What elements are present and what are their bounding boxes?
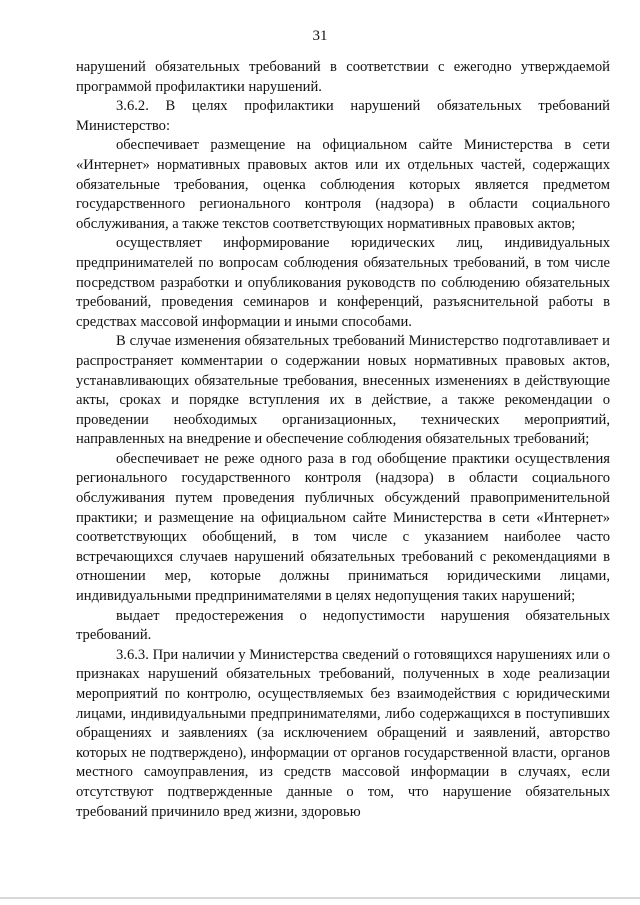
paragraph: осуществляет информирование юридических лиц, индивидуальных предпринимателей по вопросам соблюдения обязательных требований, в том числе посредством разработки и опубликования руководств по соблюдению обязательных требований, проведения семинаров и конференций, разъяснительной работы в средствах массовой информации и иными способами. <box>76 235 610 330</box>
paragraph: обеспечивает размещение на официальном сайте Министерства в сети «Интернет» нормативных правовых актов или их отдельных частей, содержащих обязательные требования, оценка соблюдения которых является предметом государственного регионального контроля (надзора) в области социального обслуживания, а также текстов соответствующих нормативных правовых актов; <box>76 137 610 232</box>
paragraph: В случае изменения обязательных требований Министерство подготавливает и распространяет комментарии о содержании новых нормативных правовых актов, устанавливающих обязательные требования, внесенных изменениях в действующие акты, сроках и порядке вступления их в действие, а также рекомендации о проведении необходимых организационных, технических мероприятий, направленных на внедрение и обеспечение соблюдения обязательных требований; <box>76 333 610 448</box>
paragraph: выдает предостережения о недопустимости нарушения обязательных требований. <box>76 607 610 644</box>
paragraph: 3.6.2. В целях профилактики нарушений обязательных требований Министерство: <box>76 98 610 134</box>
paragraph: обеспечивает не реже одного раза в год обобщение практики осуществления регионального государственного контроля (надзора) в области социального обслуживания путем проведения публичных обсуждений правоприменительной практики; и размещение на официальном сайте Министерства в сети «Интернет» соответствующих обобщений, в том числе с указанием наиболее часто встречающихся случаев нарушений обязательных требований с рекомендациями в отношении мер, которые должны приниматься юридическими лицами, индивидуальными предпринимателями в целях недопущения таких нарушений; <box>76 450 610 605</box>
body-text <box>76 58 610 822</box>
paragraph: 3.6.3. При наличии у Министерства сведений о готовящихся нарушениях или о признаках нарушений обязательных требований, полученных в ходе реализации мероприятий по контролю, осуществляемых без взаимодействия с юридическими лицами, индивидуальными предпринимателями, либо содержащихся в поступивших обращениях и заявлениях (за исключением обращений и заявлений, авторство которых не подтверждено), информации от органов государственной власти, органов местного самоуправления, из средств массовой информации в случаях, если отсутствуют подтвержденные данные о том, что нарушение обязательных требований причинило вред жизни, здоровью <box>76 646 610 820</box>
paragraph: нарушений обязательных требований в соответствии с ежегодно утверждаемой программой профилактики нарушений. <box>76 59 610 95</box>
scan-edge-line <box>0 897 640 899</box>
page-number: 31 <box>312 28 328 44</box>
